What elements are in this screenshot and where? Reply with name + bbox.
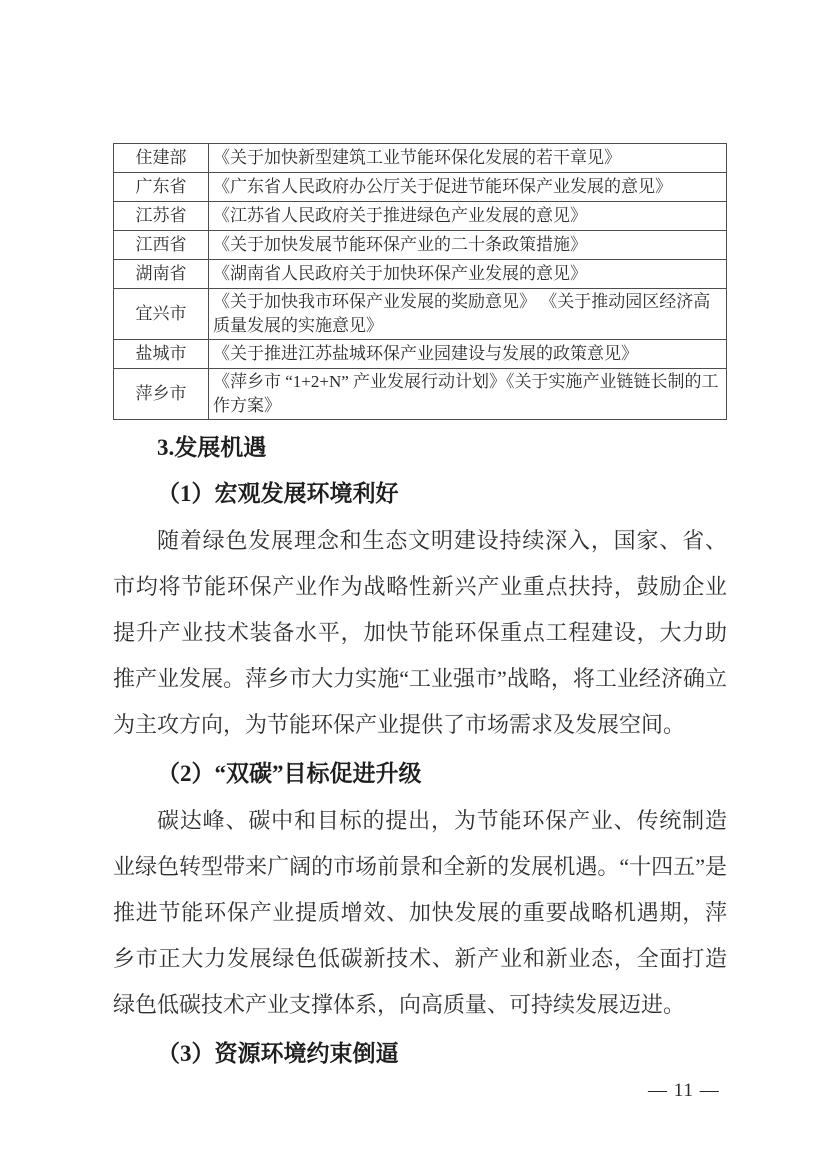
doc-cell: 《关于推进江苏盐城环保产业园建设与发展的政策意见》 bbox=[209, 340, 727, 369]
sub-heading-resource-constraints: （3）资源环境约束倒逼 bbox=[157, 1041, 399, 1066]
table-row bbox=[114, 369, 727, 420]
doc-cell: 《萍乡市 “1+2+N” 产业发展行动计划》《关于实施产业链链长制的工作方案》 bbox=[209, 369, 727, 420]
para-dual-carbon: 碳达峰、碳中和目标的提出，为节能环保产业、传统制造业绿色转型带来广阔的市场前景和全新的发展机遇。“十四五”是推进节能环保产业提质增效、加快发展的重要战略机遇期，萍乡市正大力发展绿色低碳新技术、新产业和新业态，全面打造绿色低碳技术产业支撑体系，向高质量、可持续发展迈进。 bbox=[113, 808, 727, 1017]
doc-cell: 《湖南省人民政府关于加快环保产业发展的意见》 bbox=[209, 260, 727, 289]
doc-cell: 《江苏省人民政府关于推进绿色产业发展的意见》 bbox=[209, 202, 727, 231]
doc-cell: 《广东省人民政府办公厅关于促进节能环保产业发展的意见》 bbox=[209, 173, 727, 202]
document-content bbox=[113, 143, 727, 1070]
table-row bbox=[114, 202, 727, 231]
para-macro-environment: 随着绿色发展理念和生态文明建设持续深入，国家、省、市均将节能环保产业作为战略性新兴产业重点扶持，鼓励企业提升产业技术装备水平，加快节能环保重点工程建设，大力助推产业发展。萍乡市大力实施“工业强市”战略，将工业经济确立为主攻方向，为节能环保产业提供了市场需求及发展空间。 bbox=[113, 528, 727, 737]
org-cell: 江西省 bbox=[114, 231, 209, 260]
policy-document-table bbox=[113, 143, 727, 420]
page-number: — 11 — bbox=[648, 1080, 720, 1101]
doc-cell: 《关于加快我市环保产业发展的奖励意见》 《关于推动园区经济高质量发展的实施意见》 bbox=[209, 289, 727, 340]
org-cell: 萍乡市 bbox=[114, 369, 209, 420]
org-cell: 广东省 bbox=[114, 173, 209, 202]
doc-cell: 《关于加快新型建筑工业节能环保化发展的若干章见》 bbox=[209, 144, 727, 173]
org-cell: 宜兴市 bbox=[114, 289, 209, 340]
org-cell: 住建部 bbox=[114, 144, 209, 173]
table-row bbox=[114, 173, 727, 202]
sub-heading-macro-environment: （1）宏观发展环境利好 bbox=[157, 481, 399, 506]
org-cell: 盐城市 bbox=[114, 340, 209, 369]
table-row bbox=[114, 144, 727, 173]
sub-heading-dual-carbon: （2）“双碳”目标促进升级 bbox=[157, 761, 422, 786]
table-row bbox=[114, 260, 727, 289]
org-cell: 湖南省 bbox=[114, 260, 209, 289]
policy-table-body bbox=[114, 144, 727, 420]
table-row bbox=[114, 231, 727, 260]
table-row bbox=[114, 340, 727, 369]
doc-cell: 《关于加快发展节能环保产业的二十条政策措施》 bbox=[209, 231, 727, 260]
section-heading-development-opportunities: 3.发展机遇 bbox=[157, 435, 267, 460]
table-row bbox=[114, 289, 727, 340]
org-cell: 江苏省 bbox=[114, 202, 209, 231]
